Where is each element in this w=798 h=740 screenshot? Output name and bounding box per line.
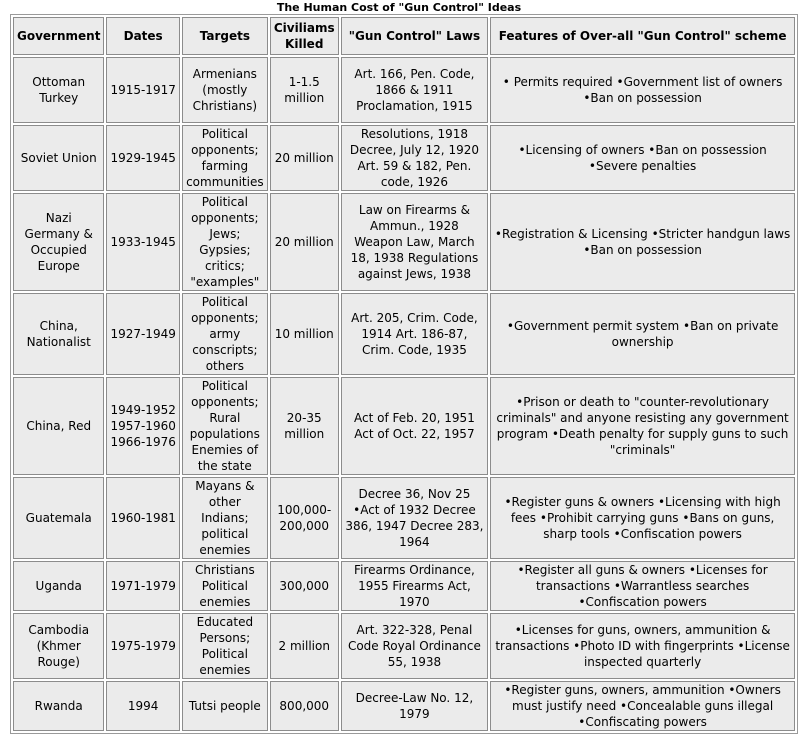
cell-killed: 1-1.5 million bbox=[270, 57, 339, 123]
cell-killed: 100,000-200,000 bbox=[270, 477, 339, 559]
cell-dates: 1929-1945 bbox=[106, 125, 179, 191]
cell-targets: Mayans & other Indians; political enemies bbox=[182, 477, 268, 559]
cell-targets: Political opponents; Rural populations Enemies of the state bbox=[182, 377, 268, 475]
cell-features: •Prison or death to "counter-revolutionary criminals" and anyone resisting any government program •Death penalty for supply guns to such "criminals" bbox=[490, 377, 795, 475]
date-range-line: 1957-1960 bbox=[110, 419, 176, 433]
date-range-line: 1966-1976 bbox=[110, 435, 176, 449]
header-dates: Dates bbox=[106, 17, 179, 55]
cell-laws: Art. 205, Crim. Code, 1914 Art. 186-87, Crim. Code, 1935 bbox=[341, 293, 489, 375]
cell-features: •Licenses for guns, owners, ammunition & transactions •Photo ID with fingerprints •License inspected quarterly bbox=[490, 613, 795, 679]
cell-government: Ottoman Turkey bbox=[13, 57, 104, 123]
cell-killed: 2 million bbox=[270, 613, 339, 679]
cell-features: •Register guns & owners •Licensing with high fees •Prohibit carrying guns •Bans on guns, sharp tools •Confiscation powers bbox=[490, 477, 795, 559]
gun-control-table bbox=[10, 14, 798, 734]
cell-laws: Decree 36, Nov 25 •Act of 1932 Decree 386, 1947 Decree 283, 1964 bbox=[341, 477, 489, 559]
cell-targets: Political opponents; Jews; Gypsies; critics; "examples" bbox=[182, 193, 268, 291]
cell-targets: Tutsi people bbox=[182, 681, 268, 731]
cell-government: China, Nationalist bbox=[13, 293, 104, 375]
cell-killed: 300,000 bbox=[270, 561, 339, 611]
cell-features: •Licensing of owners •Ban on possession •Severe penalties bbox=[490, 125, 795, 191]
date-range-line: 1949-1952 bbox=[110, 403, 176, 417]
cell-features: •Registration & Licensing •Stricter handgun laws •Ban on possession bbox=[490, 193, 795, 291]
header-targets: Targets bbox=[182, 17, 268, 55]
cell-laws: Resolutions, 1918 Decree, July 12, 1920 Art. 59 & 182, Pen. code, 1926 bbox=[341, 125, 489, 191]
table-row bbox=[13, 561, 795, 611]
cell-targets: Christians Political enemies bbox=[182, 561, 268, 611]
cell-features: •Register all guns & owners •Licenses for transactions •Warrantless searches •Confiscation powers bbox=[490, 561, 795, 611]
cell-government: Cambodia (Khmer Rouge) bbox=[13, 613, 104, 679]
cell-killed: 800,000 bbox=[270, 681, 339, 731]
cell-government: Soviet Union bbox=[13, 125, 104, 191]
table-row bbox=[13, 57, 795, 123]
table-row bbox=[13, 377, 795, 475]
table-row bbox=[13, 293, 795, 375]
cell-targets: Armenians (mostly Christians) bbox=[182, 57, 268, 123]
cell-dates: 1933-1945 bbox=[106, 193, 179, 291]
cell-targets: Educated Persons; Political enemies bbox=[182, 613, 268, 679]
cell-laws: Law on Firearms & Ammun., 1928 Weapon Law, March 18, 1938 Regulations against Jews, 1938 bbox=[341, 193, 489, 291]
header-laws: "Gun Control" Laws bbox=[341, 17, 489, 55]
cell-dates: 1915-1917 bbox=[106, 57, 179, 123]
cell-government: Nazi Germany & Occupied Europe bbox=[13, 193, 104, 291]
cell-features: •Government permit system •Ban on private ownership bbox=[490, 293, 795, 375]
cell-features: •Register guns, owners, ammunition •Owners must justify need •Concealable guns illegal •Confiscating powers bbox=[490, 681, 795, 731]
cell-killed: 20 million bbox=[270, 193, 339, 291]
table-row bbox=[13, 477, 795, 559]
cell-laws: Act of Feb. 20, 1951 Act of Oct. 22, 1957 bbox=[341, 377, 489, 475]
cell-dates: 1971-1979 bbox=[106, 561, 179, 611]
table-row bbox=[13, 613, 795, 679]
cell-dates: 1975-1979 bbox=[106, 613, 179, 679]
table-row bbox=[13, 681, 795, 731]
cell-killed: 20-35 million bbox=[270, 377, 339, 475]
cell-targets: Political opponents; army conscripts; others bbox=[182, 293, 268, 375]
header-killed: Civiliams Killed bbox=[270, 17, 339, 55]
header-government: Government bbox=[13, 17, 104, 55]
cell-killed: 10 million bbox=[270, 293, 339, 375]
cell-government: Guatemala bbox=[13, 477, 104, 559]
cell-laws: Firearms Ordinance, 1955 Firearms Act, 1970 bbox=[341, 561, 489, 611]
cell-dates: 1960-1981 bbox=[106, 477, 179, 559]
cell-dates bbox=[106, 377, 179, 475]
table-row bbox=[13, 125, 795, 191]
cell-government: China, Red bbox=[13, 377, 104, 475]
cell-government: Uganda bbox=[13, 561, 104, 611]
cell-targets: Political opponents; farming communities bbox=[182, 125, 268, 191]
cell-features: • Permits required •Government list of owners •Ban on possession bbox=[490, 57, 795, 123]
cell-laws: Art. 322-328, Penal Code Royal Ordinance 55, 1938 bbox=[341, 613, 489, 679]
cell-dates: 1927-1949 bbox=[106, 293, 179, 375]
header-row bbox=[13, 17, 795, 55]
cell-killed: 20 million bbox=[270, 125, 339, 191]
header-features: Features of Over-all "Gun Control" scheme bbox=[490, 17, 795, 55]
table-title: The Human Cost of "Gun Control" Ideas bbox=[276, 1, 522, 14]
cell-dates: 1994 bbox=[106, 681, 179, 731]
table-row bbox=[13, 193, 795, 291]
cell-laws: Art. 166, Pen. Code, 1866 & 1911 Proclamation, 1915 bbox=[341, 57, 489, 123]
cell-laws: Decree-Law No. 12, 1979 bbox=[341, 681, 489, 731]
cell-government: Rwanda bbox=[13, 681, 104, 731]
